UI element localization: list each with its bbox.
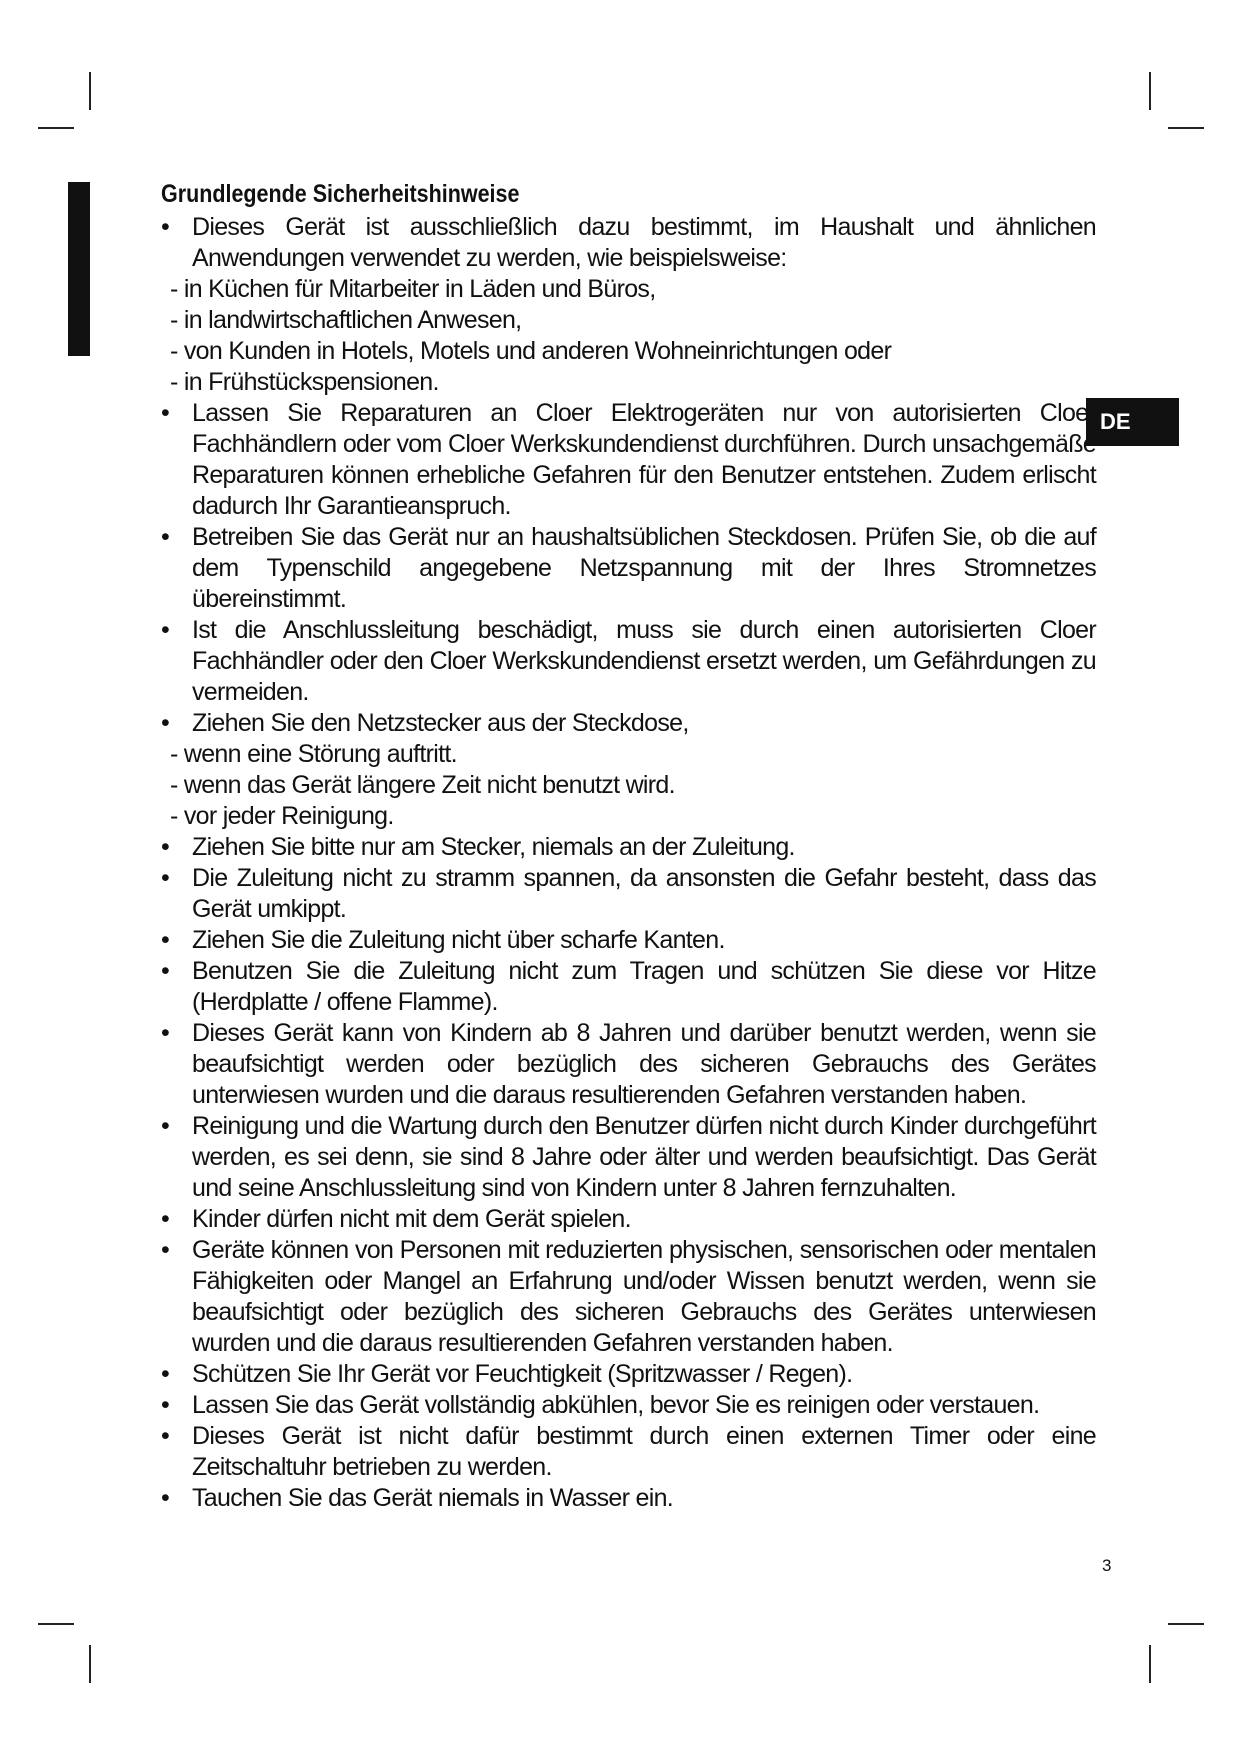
bullet-icon: • [161,709,170,737]
bullet-icon: • [161,833,170,861]
instruction-item: • Kinder dürfen nicht mit dem Gerät spielen. [161,1205,631,1233]
instruction-item: • Geräte können von Personen mit reduzierten physischen, sensorischen oder mentalen Fähigkeiten oder Mangel an Erfahrung und/oder Wissen benutzt werden, wenn sie beaufsichtigt oder bezüglich des sicheren Gebrauchs des Gerätes unterwiesen wurden und die daraus resultierenden Gefahren verstanden haben. [161,1236,1096,1357]
sub-item: - von Kunden in Hotels, Motels und anderen Wohneinrichtungen oder [170,337,892,365]
crop-mark-bottom-right-vertical [1149,1645,1151,1683]
bullet-icon: • [161,1391,170,1419]
sub-item: - in Küchen für Mitarbeiter in Läden und Büros, [170,275,656,303]
instruction-item: • Ziehen Sie bitte nur am Stecker, niemals an der Zuleitung. [161,833,795,861]
bullet-icon: • [161,213,170,241]
instruction-item: • Ist die Anschlussleitung beschädigt, muss sie durch einen autorisierten Cloer Fachhändler oder den Cloer Werkskundendienst ersetzt werden, um Gefährdungen zu vermeiden. [161,616,1096,706]
bullet-icon: • [161,1360,170,1388]
crop-mark-top-right-horizontal [1168,127,1204,129]
bullet-icon: • [161,1205,170,1233]
sub-item: - vor jeder Reinigung. [170,802,394,830]
instruction-item: • Dieses Gerät kann von Kindern ab 8 Jahren und darüber benutzt werden, wenn sie beaufsichtigt werden oder bezüglich des sicheren Gebrauchs des Gerätes unterwiesen wurden und die daraus resultierenden Gefahren verstanden haben. [161,1019,1096,1109]
page-number: 3 [1102,1556,1112,1575]
bullet-icon: • [161,523,170,551]
instruction-item: • Ziehen Sie den Netzstecker aus der Steckdose, [161,709,689,737]
bullet-icon: • [161,1019,170,1047]
crop-mark-top-left-horizontal [38,127,74,129]
bullet-icon: • [161,864,170,892]
bullet-icon: • [161,616,170,644]
crop-mark-bottom-left-horizontal [38,1623,74,1625]
instruction-item: • Reinigung und die Wartung durch den Benutzer dürfen nicht durch Kinder durchgeführt werden, es sei denn, sie sind 8 Jahre oder älter und werden beaufsichtigt. Das Gerät und seine Anschlussleitung sind von Kindern unter 8 Jahren fernzuhalten. [161,1112,1096,1202]
section-heading: Grundlegende Sicherheitshinweise [161,180,520,208]
instruction-item: • Ziehen Sie die Zuleitung nicht über scharfe Kanten. [161,926,725,954]
section-marker-bar [68,182,90,356]
sub-item: - in landwirtschaftlichen Anwesen, [170,306,522,334]
bullet-icon: • [161,1484,170,1512]
bullet-icon: • [161,957,170,985]
instruction-item: • Lassen Sie das Gerät vollständig abkühlen, bevor Sie es reinigen oder verstauen. [161,1391,1040,1419]
crop-mark-bottom-left-vertical [89,1645,91,1683]
sub-item: - in Frühstückspensionen. [170,368,439,396]
instruction-item: • Lassen Sie Reparaturen an Cloer Elektrogeräten nur von autorisierten Cloer Fachhändlern oder vom Cloer Werkskundendienst durchführen. Durch unsachgemäße Reparaturen können erhebliche Gefahren für den Benutzer entstehen. Zudem erlischt dadurch Ihr Garantieanspruch. [161,399,1096,520]
crop-mark-top-left-vertical [89,72,91,110]
bullet-icon: • [161,1112,170,1140]
instruction-item: • Schützen Sie Ihr Gerät vor Feuchtigkeit (Spritzwasser / Regen). [161,1360,853,1388]
sub-item: - wenn eine Störung auftritt. [170,740,457,768]
bullet-icon: • [161,926,170,954]
instruction-item: • Betreiben Sie das Gerät nur an haushaltsüblichen Steckdosen. Prüfen Sie, ob die auf dem Typenschild angegebene Netzspannung mit der Ihres Stromnetzes übereinstimmt. [161,523,1096,613]
instruction-item: • Tauchen Sie das Gerät niemals in Wasser ein. [161,1484,674,1512]
bullet-icon: • [161,399,170,427]
instruction-item: • Dieses Gerät ist ausschließlich dazu bestimmt, im Haushalt und ähnlichen Anwendungen verwendet zu werden, wie beispielsweise: [161,213,1096,272]
language-tab: DE [1086,398,1179,446]
crop-mark-top-right-vertical [1149,72,1151,110]
instruction-item: • Benutzen Sie die Zuleitung nicht zum Tragen und schützen Sie diese vor Hitze (Herdplatte / offene Flamme). [161,957,1096,1016]
instruction-item: • Die Zuleitung nicht zu stramm spannen, da ansonsten die Gefahr besteht, dass das Gerät umkippt. [161,864,1096,923]
bullet-icon: • [161,1422,170,1450]
instruction-item: • Dieses Gerät ist nicht dafür bestimmt durch einen externen Timer oder eine Zeitschaltuhr betrieben zu werden. [161,1422,1096,1481]
sub-item: - wenn das Gerät längere Zeit nicht benutzt wird. [170,771,675,799]
bullet-icon: • [161,1236,170,1264]
safety-instructions [161,178,1096,1514]
crop-mark-bottom-right-horizontal [1168,1623,1204,1625]
